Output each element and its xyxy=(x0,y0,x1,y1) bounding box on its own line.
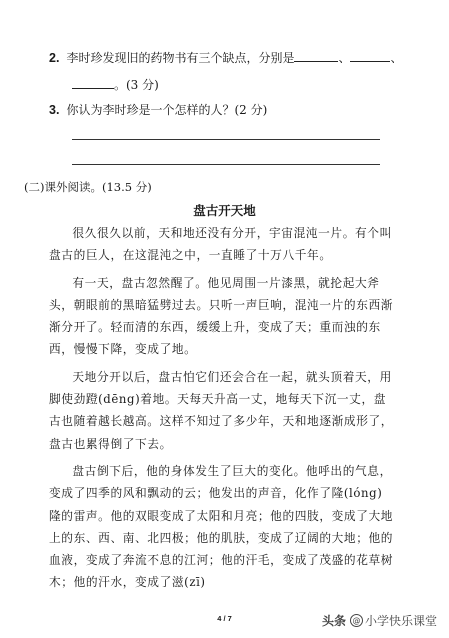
watermark-brand: 头条 xyxy=(321,614,346,628)
question-text: 李时珍发现旧的药物书有三个缺点，分别是 xyxy=(66,51,295,65)
passage-paragraph: 天地分开以后，盘古怕它们还会合在一起，就头顶着天，用脚使劲蹬(dēng)着地。天每天升高一丈，地每天下沉一丈，盘古也随着越长越高。这样不知过了多少年，天和地逐渐成形了，盘古也累得倒了下去。 xyxy=(49,369,394,451)
page-number: 4 / 7 xyxy=(217,614,232,623)
question-text: 你认为李时珍是一个怎样的人？(2 分) xyxy=(66,103,268,117)
passage-paragraph: 盘古倒下后，他的身体发生了巨大的变化。他呼出的气息，变成了四季的风和飘动的云；他发出的声音，化作了隆(lóng)隆的雷声。他的双眼变成了太阳和月亮；他的四肢，变成了大地上的东、西、南、北四极；他的肌肤，变成了辽阔的大地；他的血液，变成了奔流不息的江河；他的汗毛，变成了茂盛的花草树木；他的汗水，变成了滋(zī) xyxy=(49,463,394,590)
watermark-handle: 小学快乐课堂 xyxy=(364,614,437,628)
passage-paragraph: 有一天，盘古忽然醒了。他见周围一片漆黑，就抡起大斧头，朝眼前的黑暗猛劈过去。只听一声巨响，混沌一片的东西渐渐分开了。轻而清的东西，缓缓上升，变成了天；重而浊的东西，慢慢下降，变成了地。 xyxy=(49,275,394,357)
answer-line[interactable] xyxy=(72,139,380,140)
answer-blank[interactable] xyxy=(72,77,114,89)
question-number: 3. xyxy=(49,103,60,117)
separator: 、 xyxy=(338,51,351,65)
question-tail: 。(3 分) xyxy=(114,78,159,92)
question-2-continued xyxy=(72,77,159,93)
question-2 xyxy=(49,50,402,66)
passage-title: 盘古开天地 xyxy=(193,203,256,218)
question-3 xyxy=(49,102,267,118)
section-heading: (二)课外阅读。(13.5 分) xyxy=(24,180,152,194)
answer-blank[interactable] xyxy=(350,50,390,62)
answer-blank[interactable] xyxy=(294,50,338,62)
at-icon: @ xyxy=(350,614,363,627)
passage-body xyxy=(49,222,394,594)
answer-line[interactable] xyxy=(72,164,380,165)
watermark xyxy=(322,612,437,629)
separator: 、 xyxy=(390,51,403,65)
question-number: 2. xyxy=(49,51,60,65)
passage-paragraph: 很久很久以前，天和地还没有分开，宇宙混沌一片。有个叫盘古的巨人，在这混沌之中，一直睡了十万八千年。 xyxy=(49,226,392,263)
